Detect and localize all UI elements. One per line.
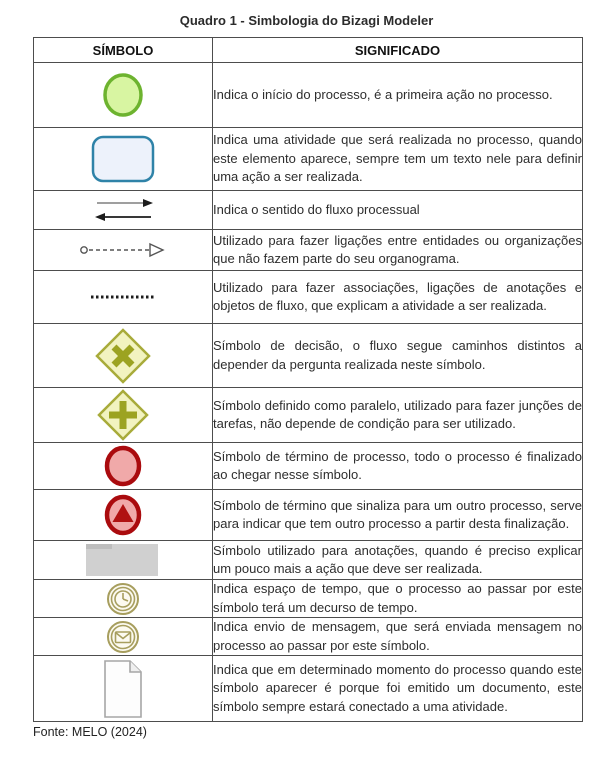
meaning-text: Indica envio de mensagem, que será enviada mensagem no processo ao passar por este símbolo. <box>213 618 583 656</box>
meaning-text: Símbolo de término de processo, todo o processo é finalizado ao chegar nesse símbolo. <box>213 443 583 490</box>
signal-end-event-icon <box>100 492 146 538</box>
meaning-text: Utilizado para fazer associações, ligações de anotações e objetos de fluxo, que explicam a atividade a ser realizada. <box>213 271 583 324</box>
table-row <box>34 580 583 618</box>
table-row <box>34 541 583 580</box>
exclusive-gateway-icon <box>94 327 152 385</box>
table-row <box>34 271 583 324</box>
table-row <box>34 128 583 191</box>
meaning-text: Símbolo de término que sinaliza para um outro processo, serve para indicar que tem outro processo a partir desta finalização. <box>213 490 583 541</box>
table-row <box>34 191 583 230</box>
message-event-icon <box>106 620 140 654</box>
parallel-gateway-icon <box>96 388 150 442</box>
message-flow-icon <box>77 241 169 259</box>
page-title: Quadro 1 - Simbologia do Bizagi Modeler <box>179 13 434 28</box>
table-row <box>34 324 583 388</box>
annotation-icon <box>83 541 163 579</box>
table-row <box>34 656 583 722</box>
timer-event-icon <box>106 582 140 616</box>
table-row <box>34 443 583 490</box>
meaning-text: Utilizado para fazer ligações entre entidades ou organizações que não fazem parte do seu organograma. <box>213 230 583 271</box>
meaning-text: Indica o sentido do fluxo processual <box>213 191 583 230</box>
meaning-text: Indica que em determinado momento do processo quando este símbolo aparecer é porque foi emitido um documento, este símbolo sempre estará conectado a uma atividade. <box>213 656 583 722</box>
column-header-simbolo: SÍMBOLO <box>34 38 213 63</box>
column-header-significado: SIGNIFICADO <box>213 38 583 63</box>
meaning-text: Símbolo definido como paralelo, utilizado para fazer junções de tarefas, não depende de condição para ser utilizado. <box>213 388 583 443</box>
activity-icon <box>90 134 156 184</box>
end-event-icon <box>100 443 146 489</box>
table-row <box>34 230 583 271</box>
meaning-text: Indica o início do processo, é a primeira ação no processo. <box>213 63 583 128</box>
meaning-text: Símbolo utilizado para anotações, quando é preciso explicar um pouco mais a ação que deve ser realizada. <box>213 541 583 580</box>
header-row <box>34 38 583 63</box>
symbology-table <box>33 37 583 722</box>
start-event-icon <box>100 70 146 120</box>
table-row <box>34 388 583 443</box>
table-row <box>34 618 583 656</box>
document-icon <box>101 659 145 719</box>
meaning-text: Indica uma atividade que será realizada no processo, quando este elemento aparece, sempre tem um texto nele para definir uma ação a ser realizada. <box>213 128 583 191</box>
meaning-text: Símbolo de decisão, o fluxo segue caminhos distintos a depender da pergunta realizada neste símbolo. <box>213 324 583 388</box>
association-icon <box>89 293 157 301</box>
meaning-text: Indica espaço de tempo, que o processo ao passar por este símbolo terá um decurso de tempo. <box>213 580 583 618</box>
table-row <box>34 63 583 128</box>
table-row <box>34 490 583 541</box>
sequence-flow-icon <box>89 195 157 225</box>
source-note: Fonte: MELO (2024) <box>33 725 147 739</box>
